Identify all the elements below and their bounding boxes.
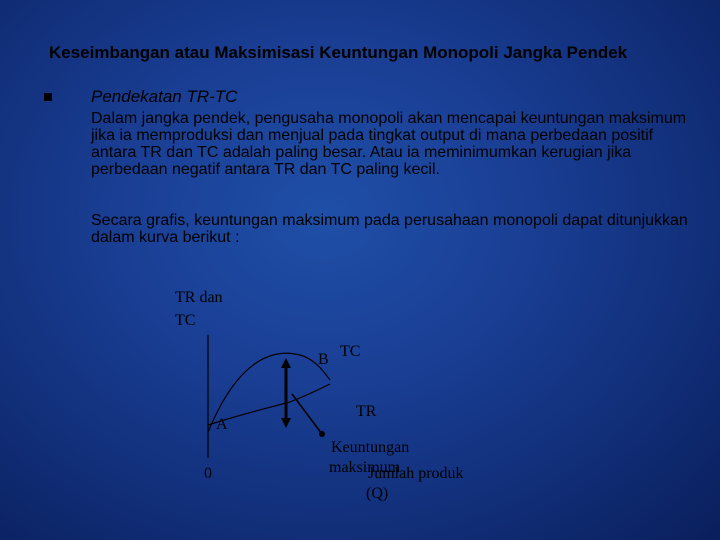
slide-subtitle: Pendekatan TR-TC [91,87,238,106]
paragraph-graph-intro: Secara grafis, keuntungan maksimum pada perusahaan monopoli dapat ditunjukkan dalam kurva berikut : [91,212,688,246]
point-a-label: A [216,416,228,433]
origin-label: 0 [204,465,212,482]
x-axis-label-line1: Jumlah produk [368,465,464,482]
profit-label-line2: maksimum [329,459,401,476]
tc-curve-label: TC [340,343,361,360]
point-b-label: B [318,351,329,368]
arrow-down-icon [281,418,291,428]
slide-title: Keseimbangan atau Maksimisasi Keuntungan Monopoli Jangka Pendek [49,43,628,62]
profit-pointer-line [292,394,322,434]
x-axis-label-line2: (Q) [366,485,389,502]
paragraph-explanation: Dalam jangka pendek, pengusaha monopoli akan mencapai keuntungan maksimum jika ia memproduksi dan menjual pada tingkat output di mana perbedaan positif antara TR dan TC adalah paling besar. Atau ia meminimumkan kerugian jika perbedaan negatif antara TR dan TC paling kecil. [91,110,687,178]
profit-label-line1: Keuntungan [331,439,410,456]
tr-curve-label: TR [356,403,377,420]
y-axis-label-line1: TR dan [175,289,223,306]
y-axis-label-line2: TC [175,312,196,329]
profit-pointer-dot [319,431,325,437]
arrow-up-icon [281,358,291,368]
